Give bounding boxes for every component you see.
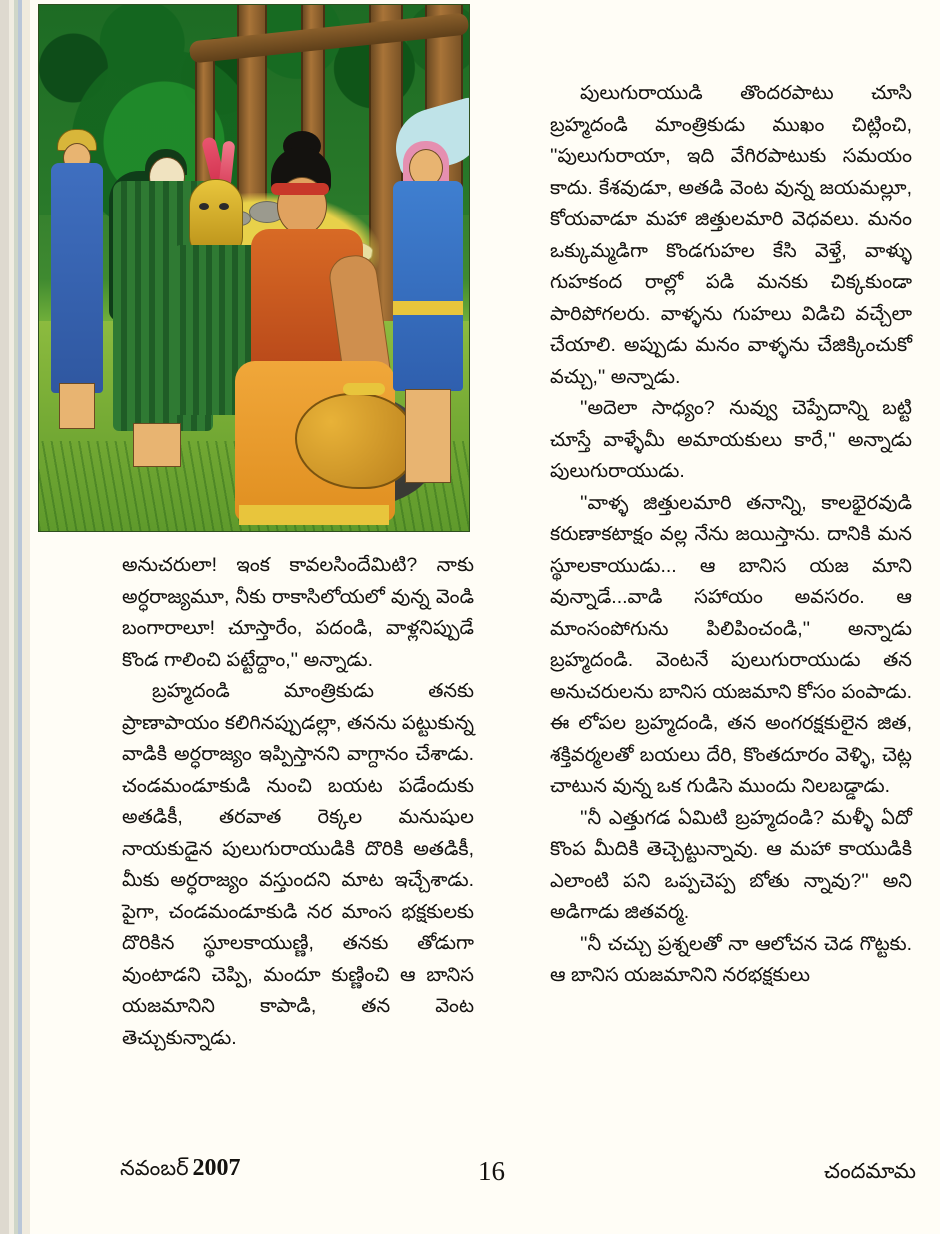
robe xyxy=(393,181,463,391)
paragraph: ''నీ చచ్చు ప్రశ్నలతో నా ఆలోచన చెడ గొట్టకు. ఆ బానిస యజమానిని నరభక్షకులు xyxy=(550,932,912,986)
page-number: 16 xyxy=(478,1156,505,1186)
story-illustration xyxy=(38,4,470,532)
dhoti-hem xyxy=(239,505,389,525)
paragraph: పులుగురాయుడి తొందరపాటు చూసి బ్రహ్మదండి మాంత్రికుడు ముఖం చిట్లించి, ''పులుగురాయా, ఇది వేగిరపాటుకు సమయం కాదు. కేశవుడూ, అతడి వెంట వున్న జయమల్లూ, కోయవాడూ మహా జిత్తులమారి వెధవలు. మనం ఒక్కుమ్మడిగా కొండగుహల కేసి వెళ్తే, వాళ్ళు గుహకంద రాల్లో పడి మనకు చిక్కకుండా పారిపోగలరు. వాళ్ళను గుహలు విడిచి వచ్చేలా చేయాలి. అప్పుడు మనం వాళ్ళను చేజిక్కించుకో వచ్చు,'' అన్నాడు. xyxy=(550,82,912,388)
robe xyxy=(51,163,103,393)
headband xyxy=(271,183,329,195)
paragraph: అనుచరులా! ఇంక కావలసిందేమిటి? నాకు అర్ధరాజ్యమూ, నీకు రాకాసిలోయలో వున్న వెండి బంగారాలూ! చూస్తారేం, పదండి, వాళ్లనిప్పుడే కొండ గాలించి పట్టేద్దాం,'' అన్నాడు. xyxy=(122,554,474,671)
belt xyxy=(393,301,463,315)
paragraph: బ్రహ్మదండి మాంత్రికుడు తనకు ప్రాణాపాయం కలిగినప్పుడల్లా, తనను పట్టుకున్న వాడికి అర్ధరాజ్యం ఇప్పిస్తానని వాగ్దానం చేశాడు. చండమండూకుడి నుంచి బయట పడేందుకు అతడికీ, తరవాత రెక్కల మనుషుల నాయకుడైన పులుగురాయుడికి దొరికి అతడికీ, మీకు అర్ధరాజ్యం వస్తుందని మాట ఇచ్చేశాడు. పైగా, చండమండూకుడి నర మాంస భక్షకులకు దొరికిన స్థూలకాయుణ్ణి, తనకు తోడుగా వుంటాడని చెప్పి, మందూ కుణ్ణించి ఆ బానిస యజమానిని కాపాడి, తన వెంట తెచ్చుకున్నాడు. xyxy=(122,680,474,1049)
text-column-left xyxy=(122,550,474,1054)
bracelet xyxy=(343,383,385,395)
scan-edge-strip xyxy=(0,0,9,1234)
footer-month: నవంబర్ xyxy=(120,1157,189,1180)
footer-year: 2007 xyxy=(192,1155,241,1181)
paragraph: ''నీ ఎత్తుగడ ఏమిటి బ్రహ్మదండి? మళ్ళీ ఏదో కొంప మీదికి తెచ్చెట్టున్నావు. ఆ మహా కాయుడికి ఎలాంటి పని ఒప్పచెప్ప బోతు న్నావు?'' అని అడిగాడు జితవర్మ. xyxy=(550,806,912,923)
legs xyxy=(405,389,451,483)
mask-eye xyxy=(199,203,209,210)
character-guard-left xyxy=(45,125,107,425)
footer-issue-date xyxy=(120,1155,241,1186)
paragraph: ''వాళ్ళ జిత్తులమారి తనాన్ని, కాలభైరవుడి కరుణాకటాక్షం వల్ల నేను జయిస్తాను. దానికి మన స్థూలకాయుడు... ఆ బానిస యజ మాని వున్నాడే...వాడి సహాయం అవసరం. ఆ మాంసంపోగును పిలిపించండి,'' అన్నాడు బ్రహ్మదండి. వెంటనే పులుగురాయుడు తన అనుచరులను బానిస యజమాని కోసం పంపాడు. ఈ లోపల బ్రహ్మదండి, తన అంగరక్షకులైన జిత, శక్తివర్మలతో బయలు దేరి, కొంతదూరం వెళ్ళి, చెట్ల చాటున వున్న ఒక గుడిసె ముందు నిలబడ్డాడు. xyxy=(550,491,912,797)
page-body xyxy=(30,0,940,1234)
text-column-right xyxy=(550,78,912,992)
footer-magazine-name: చందమామ xyxy=(824,1160,916,1183)
character-guard-right xyxy=(387,125,470,485)
legs xyxy=(59,383,95,429)
paragraph: ''అదెలా సాధ్యం? నువ్వు చెప్పేదాన్ని బట్టి చూస్తే వాళ్ళేమీ అమాయకులు కారే,'' అన్నాడు పులుగురాయుడు. xyxy=(550,397,912,482)
scan-edge-strip xyxy=(22,0,30,1234)
